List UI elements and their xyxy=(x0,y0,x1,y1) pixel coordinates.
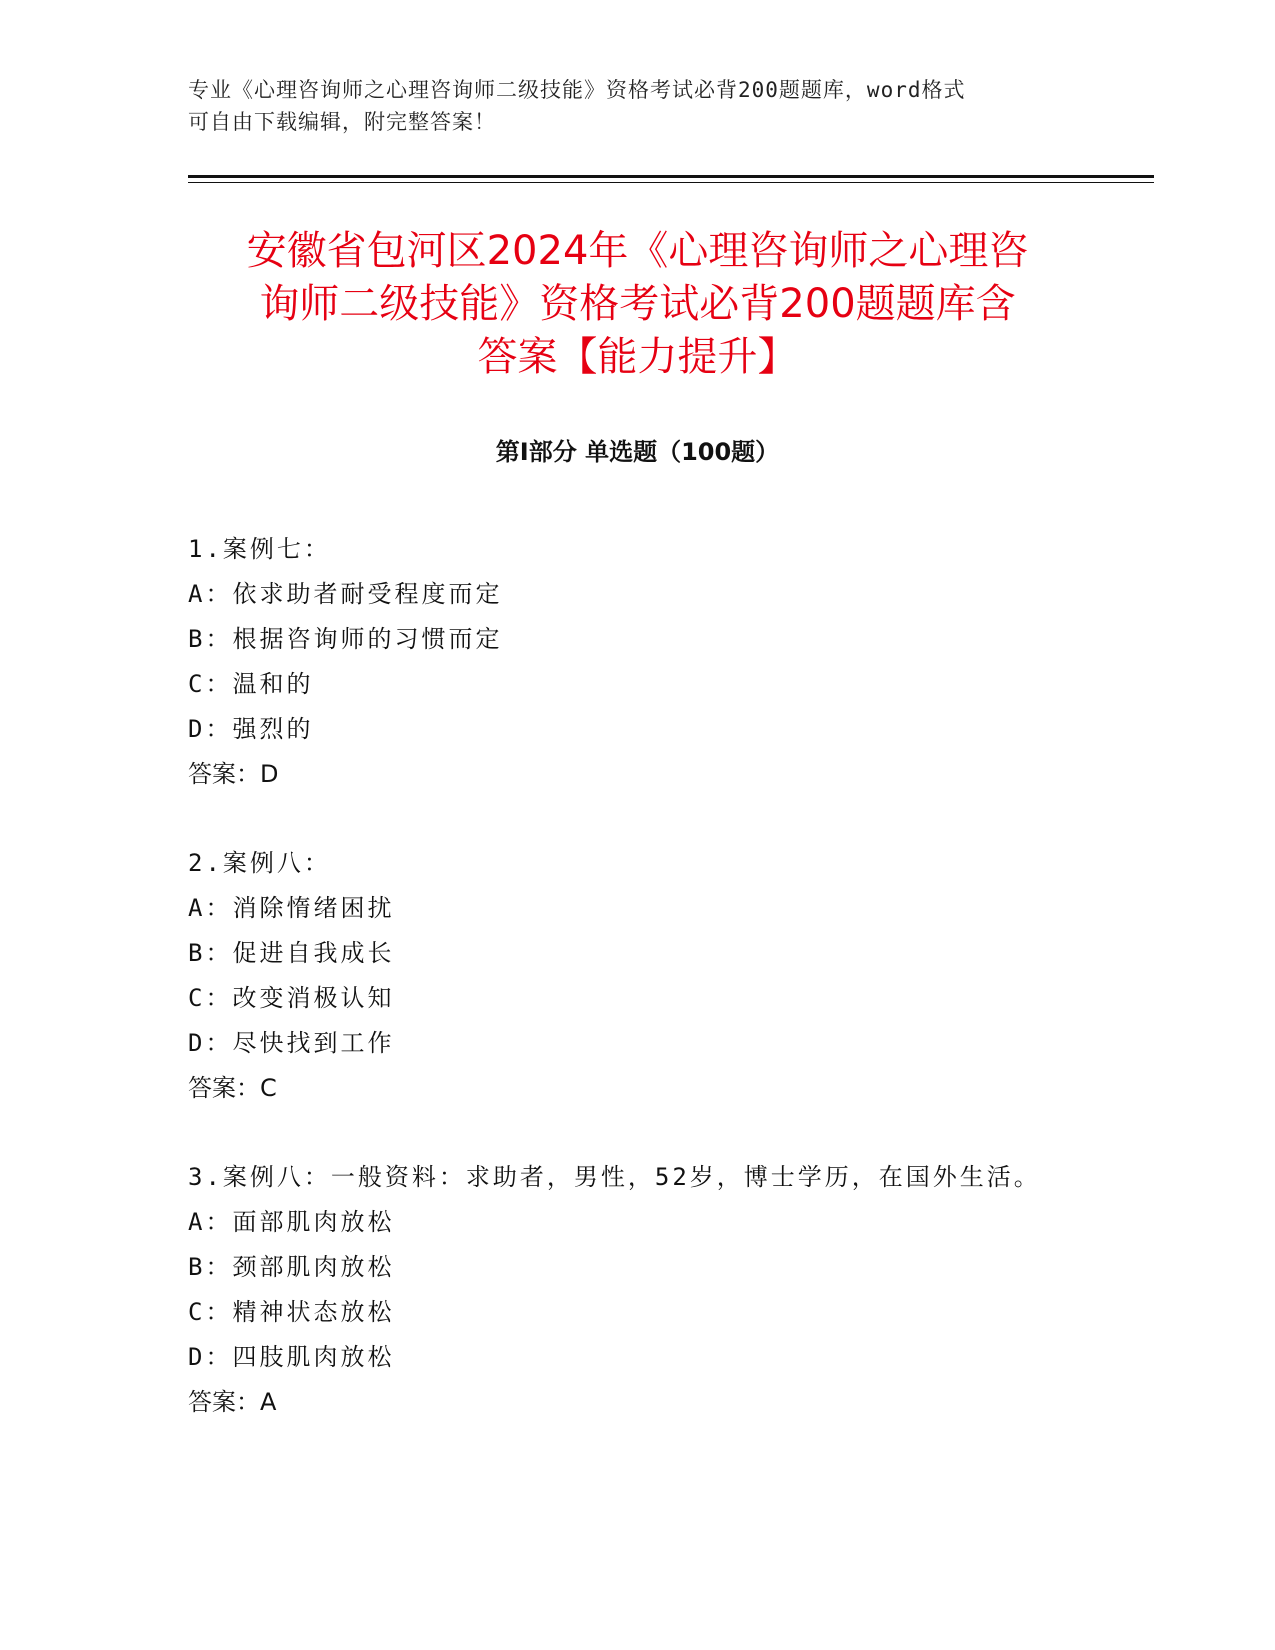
document-title xyxy=(170,225,1105,384)
option-c: C：温和的 xyxy=(188,670,314,698)
question-3 xyxy=(188,1155,1088,1425)
option-d: D：尽快找到工作 xyxy=(188,1029,395,1057)
document-title-line-2: 询师二级技能》资格考试必背200题题库含 xyxy=(259,281,1016,327)
document-title-line-1: 安徽省包河区2024年《心理咨询师之心理咨 xyxy=(246,228,1029,274)
option-b: B：根据咨询师的习惯而定 xyxy=(188,625,503,653)
header-note xyxy=(188,74,1088,138)
option-c: C：改变消极认知 xyxy=(188,984,395,1012)
question-stem: 1.案例七： xyxy=(188,535,331,563)
question-stem: 2.案例八： xyxy=(188,849,331,877)
section-title: 第Ⅰ部分 单选题（100题） xyxy=(495,438,780,466)
answer: 答案：D xyxy=(188,760,279,788)
option-a: A：消除惰绪困扰 xyxy=(188,894,395,922)
option-b: B：促进自我成长 xyxy=(188,939,395,967)
option-c: C：精神状态放松 xyxy=(188,1298,395,1326)
header-rule-thin xyxy=(188,182,1154,183)
question-2 xyxy=(188,841,1088,1111)
question-stem: 3.案例八：一般资料：求助者，男性，52岁，博士学历，在国外生活。 xyxy=(188,1163,1041,1191)
answer: 答案：C xyxy=(188,1074,277,1102)
header-note-line-2: 可自由下载编辑，附完整答案！ xyxy=(188,110,496,134)
option-b: B：颈部肌肉放松 xyxy=(188,1253,395,1281)
option-a: A：面部肌肉放松 xyxy=(188,1208,395,1236)
option-d: D：强烈的 xyxy=(188,715,314,743)
question-1 xyxy=(188,527,1088,797)
header-note-line-1: 专业《心理咨询师之心理咨询师二级技能》资格考试必背200题题库，word格式 xyxy=(188,78,966,102)
document-title-line-3: 答案【能力提升】 xyxy=(477,334,798,380)
header-rule-thick xyxy=(188,175,1154,178)
question-list xyxy=(188,527,1088,1469)
option-d: D：四肢肌肉放松 xyxy=(188,1343,395,1371)
answer: 答案：A xyxy=(188,1388,277,1416)
option-a: A：依求助者耐受程度而定 xyxy=(188,580,503,608)
